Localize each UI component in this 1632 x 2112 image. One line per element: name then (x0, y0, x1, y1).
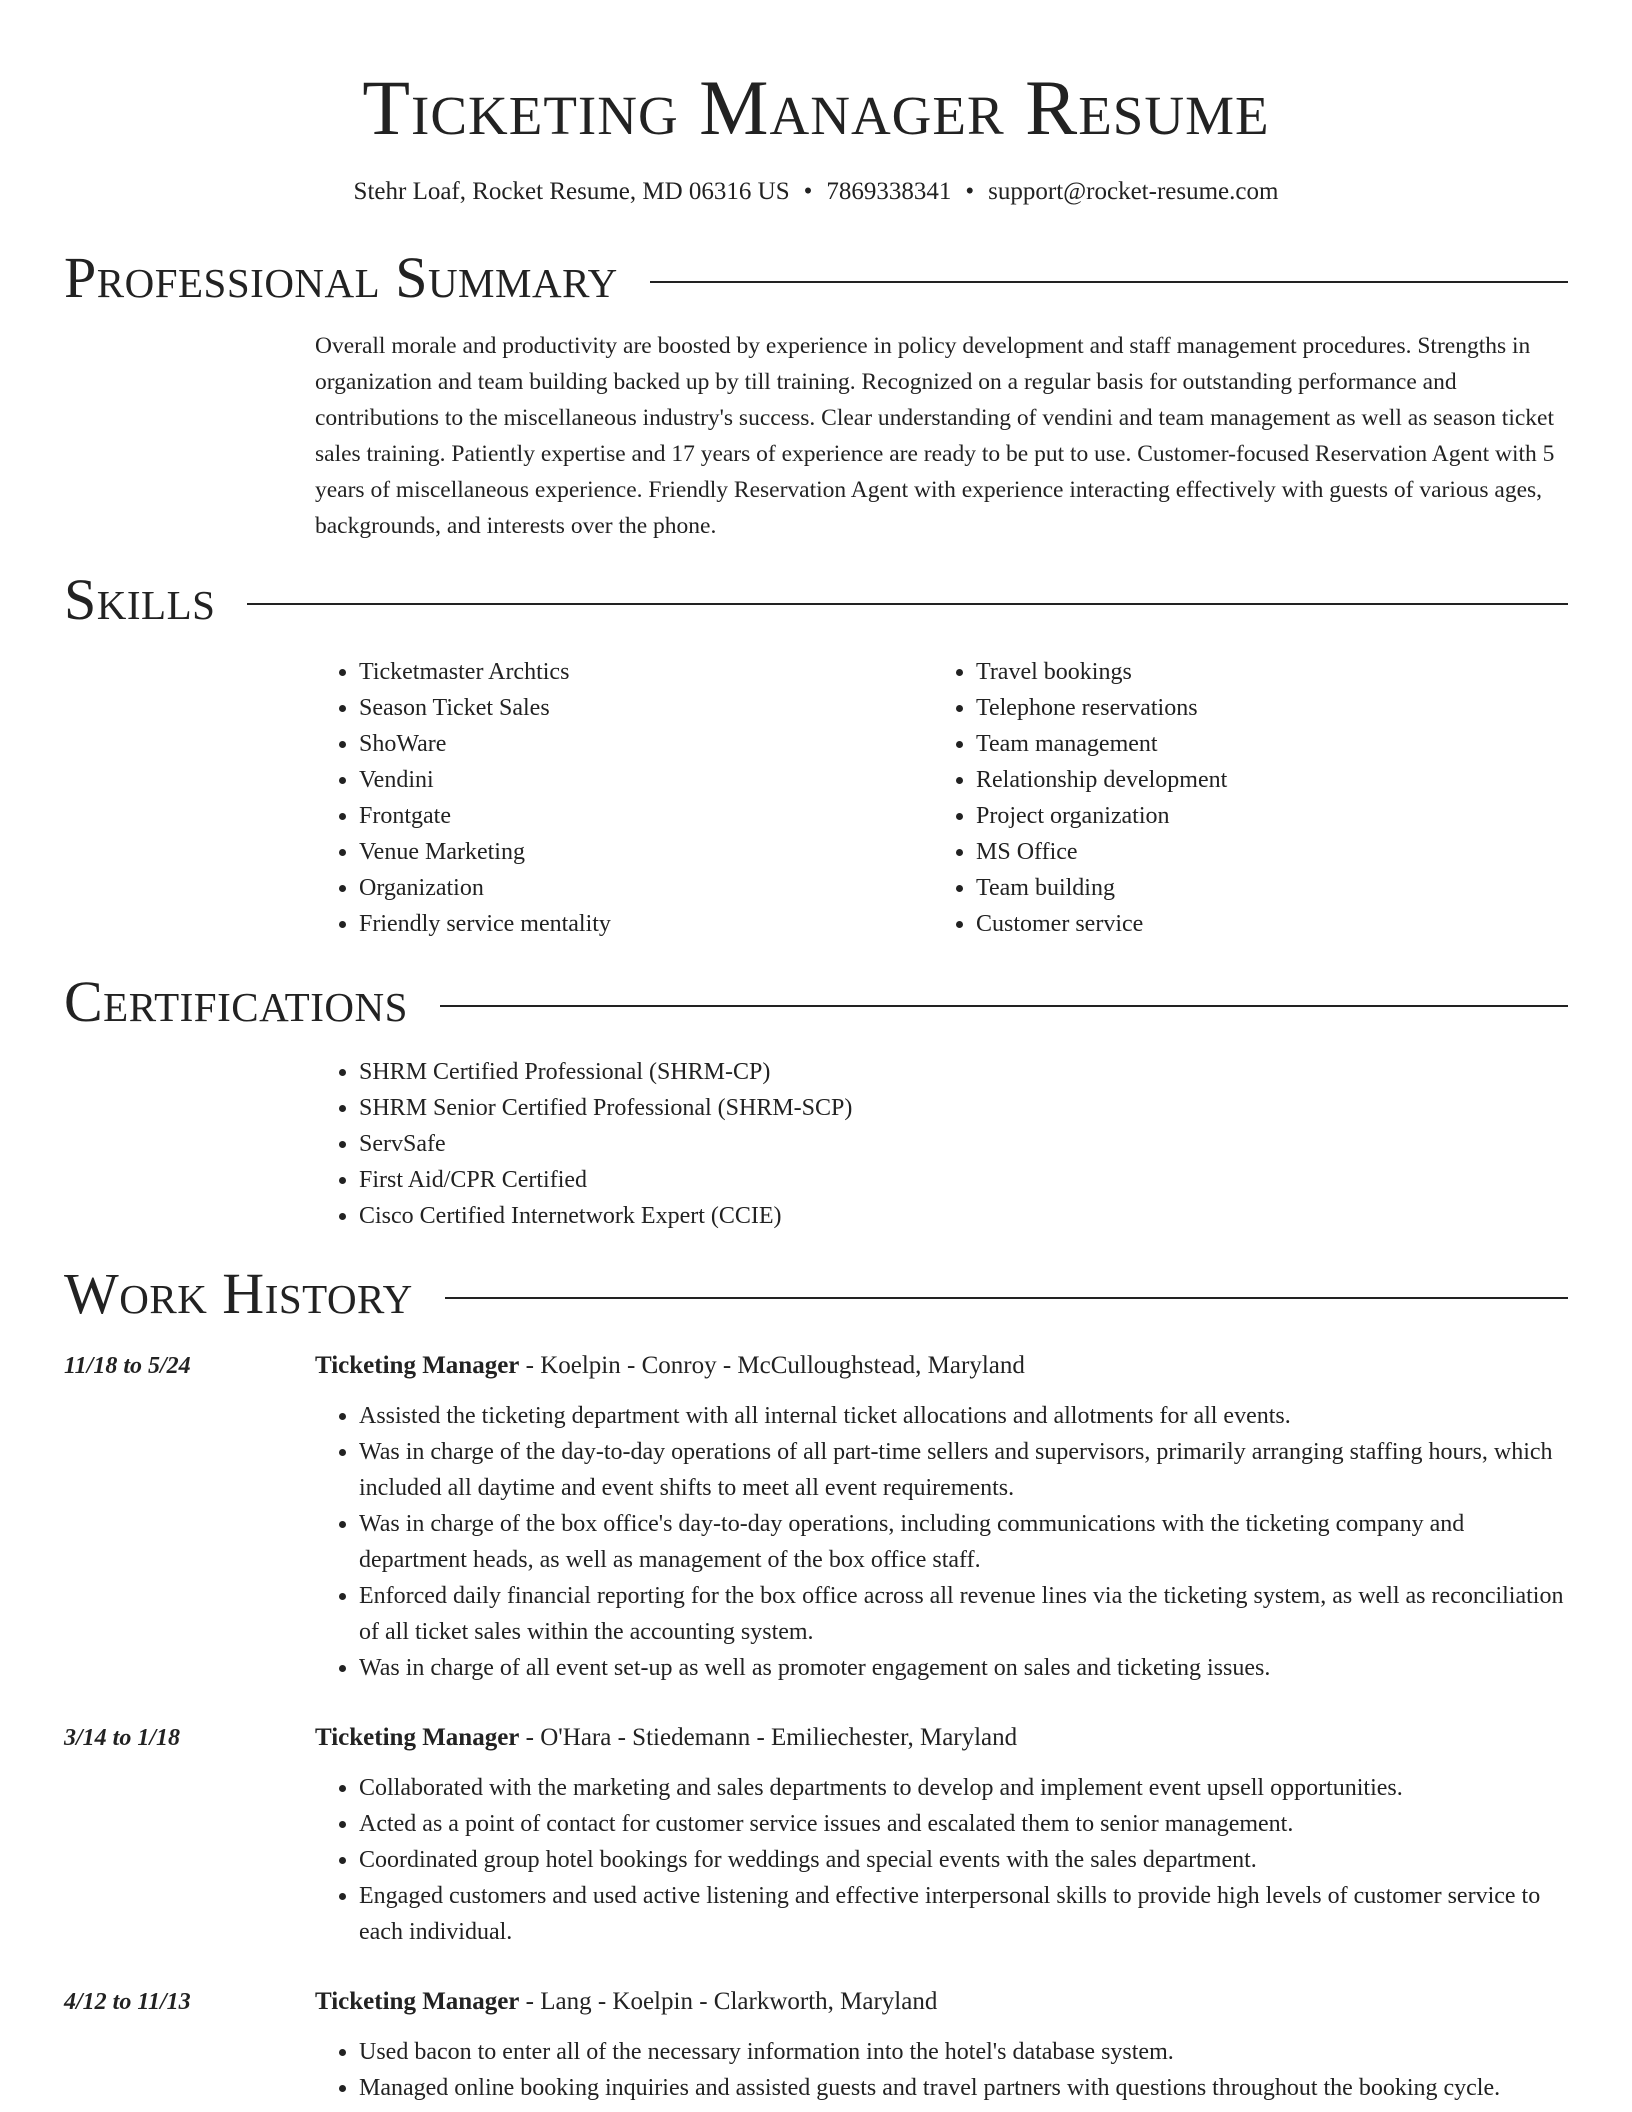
job-bullet: • Enforced daily financial reporting for the box office across all revenue lines via the ticketing system, as well as reconciliation of all ticket sales within the accounting system. (359, 1578, 1568, 1650)
skill-item: • Organization (359, 870, 932, 906)
certifications-list (315, 1054, 1568, 1234)
job-bullets (315, 1770, 1568, 1950)
resume-title: Ticketing Manager Resume (362, 64, 1270, 151)
skill-item: • Friendly service mentality (359, 906, 932, 942)
section-divider (247, 603, 1568, 605)
skills-section-header (64, 568, 1568, 632)
skill-item: • MS Office (976, 834, 1549, 870)
job-details (315, 1720, 1568, 1950)
job-bullet: • Assisted the ticketing department with all internal ticket allocations and allotments for all events. (359, 1398, 1568, 1434)
job-employer: - O'Hara - Stiedemann - Emiliechester, Maryland (519, 1724, 1018, 1751)
certification-item: • SHRM Certified Professional (SHRM-CP) (359, 1054, 1568, 1090)
job-title-line (315, 1720, 1568, 1756)
job-employer: - Koelpin - Conroy - McCulloughstead, Maryland (519, 1352, 1025, 1379)
summary-text: Overall morale and productivity are boosted by experience in policy development and staff management procedures. Strengths in organization and team building backed up by till training. Recognized on a regular basis for outstanding performance and contributions to the miscellaneous industry's success. Clear understanding of vendini and team management as well as season ticket sales training. Patiently expertise and 17 years of experience are ready to be put to use. Customer-focused Reservation Agent with 5 years of miscellaneous experience. Friendly Reservation Agent with experience interacting effectively with guests of various ages, backgrounds, and interests over the phone. (315, 333, 1555, 539)
certification-item: • SHRM Senior Certified Professional (SHRM-SCP) (359, 1090, 1568, 1126)
contact-phone: 7869338341 (826, 178, 952, 205)
job-entry (64, 1348, 1568, 1686)
section-divider (650, 281, 1568, 283)
job-role: Ticketing Manager (315, 1724, 520, 1751)
job-bullets (315, 2034, 1568, 2106)
skill-item: • Telephone reservations (976, 690, 1549, 726)
job-bullet: • Managed online booking inquiries and assisted guests and travel partners with questions throughout the booking cycle. (359, 2070, 1568, 2106)
skill-item: • Team management (976, 726, 1549, 762)
certifications-section-header (64, 970, 1568, 1034)
job-bullet: • Acted as a point of contact for customer service issues and escalated them to senior management. (359, 1806, 1568, 1842)
section-divider (440, 1005, 1568, 1007)
contact-address: Stehr Loaf, Rocket Resume, MD 06316 US (353, 178, 790, 205)
certifications-heading: Certifications (64, 969, 408, 1034)
skills-list (315, 654, 1568, 942)
job-title-line (315, 1348, 1568, 1384)
skill-item: • Relationship development (976, 762, 1549, 798)
work-history-list (64, 1348, 1568, 2106)
certification-item: • ServSafe (359, 1126, 1568, 1162)
certification-item: • First Aid/CPR Certified (359, 1162, 1568, 1198)
job-bullet: • Was in charge of the day-to-day operations of all part-time sellers and supervisors, primarily arranging staffing hours, which included all daytime and event shifts to meet all event requirements. (359, 1434, 1568, 1506)
job-bullet: • Engaged customers and used active listening and effective interpersonal skills to provide high levels of customer service to each individual. (359, 1878, 1568, 1950)
job-bullet: • Collaborated with the marketing and sales departments to develop and implement event upsell opportunities. (359, 1770, 1568, 1806)
skills-heading: Skills (64, 567, 216, 632)
job-title-line (315, 1984, 1568, 2020)
job-role: Ticketing Manager (315, 1988, 520, 2015)
job-bullet: • Was in charge of the box office's day-to-day operations, including communications with the ticketing company and department heads, as well as management of the box office staff. (359, 1506, 1568, 1578)
job-bullet: • Used bacon to enter all of the necessary information into the hotel's database system. (359, 2034, 1568, 2070)
contact-separator: • (803, 178, 813, 205)
skill-item: • Vendini (359, 762, 932, 798)
section-divider (445, 1297, 1568, 1299)
job-entry (64, 1720, 1568, 1950)
skill-item: • Team building (976, 870, 1549, 906)
certification-item: • Cisco Certified Internetwork Expert (CCIE) (359, 1198, 1568, 1234)
skill-item: • Ticketmaster Archtics (359, 654, 932, 690)
skill-item: • Season Ticket Sales (359, 690, 932, 726)
contact-line (64, 176, 1568, 208)
work-history-heading: Work History (64, 1261, 413, 1326)
job-bullets (315, 1398, 1568, 1686)
job-bullet: • Was in charge of all event set-up as well as promoter engagement on sales and ticketing issues. (359, 1650, 1568, 1686)
work-history-section-header (64, 1262, 1568, 1326)
skill-item: • Venue Marketing (359, 834, 932, 870)
skill-item: • Project organization (976, 798, 1549, 834)
job-entry (64, 1984, 1568, 2106)
summary-section-header (64, 246, 1568, 310)
job-details (315, 1984, 1568, 2106)
summary-heading: Professional Summary (64, 245, 618, 310)
skills-column-right (932, 654, 1549, 942)
skill-item: • Travel bookings (976, 654, 1549, 690)
job-bullet: • Coordinated group hotel bookings for weddings and special events with the sales department. (359, 1842, 1568, 1878)
job-role: Ticketing Manager (315, 1352, 520, 1379)
skill-item: • Frontgate (359, 798, 932, 834)
job-details (315, 1348, 1568, 1686)
resume-page (64, 0, 1568, 2106)
job-dates: 4/12 to 11/13 (64, 1989, 191, 2015)
skill-item: • Customer service (976, 906, 1549, 942)
job-dates: 11/18 to 5/24 (64, 1353, 191, 1379)
contact-separator: • (965, 178, 975, 205)
skill-item: • ShoWare (359, 726, 932, 762)
skills-column-left (315, 654, 932, 942)
job-dates: 3/14 to 1/18 (64, 1725, 181, 1751)
contact-email[interactable]: support@rocket-resume.com (988, 178, 1279, 205)
job-employer: - Lang - Koelpin - Clarkworth, Maryland (519, 1988, 938, 2015)
